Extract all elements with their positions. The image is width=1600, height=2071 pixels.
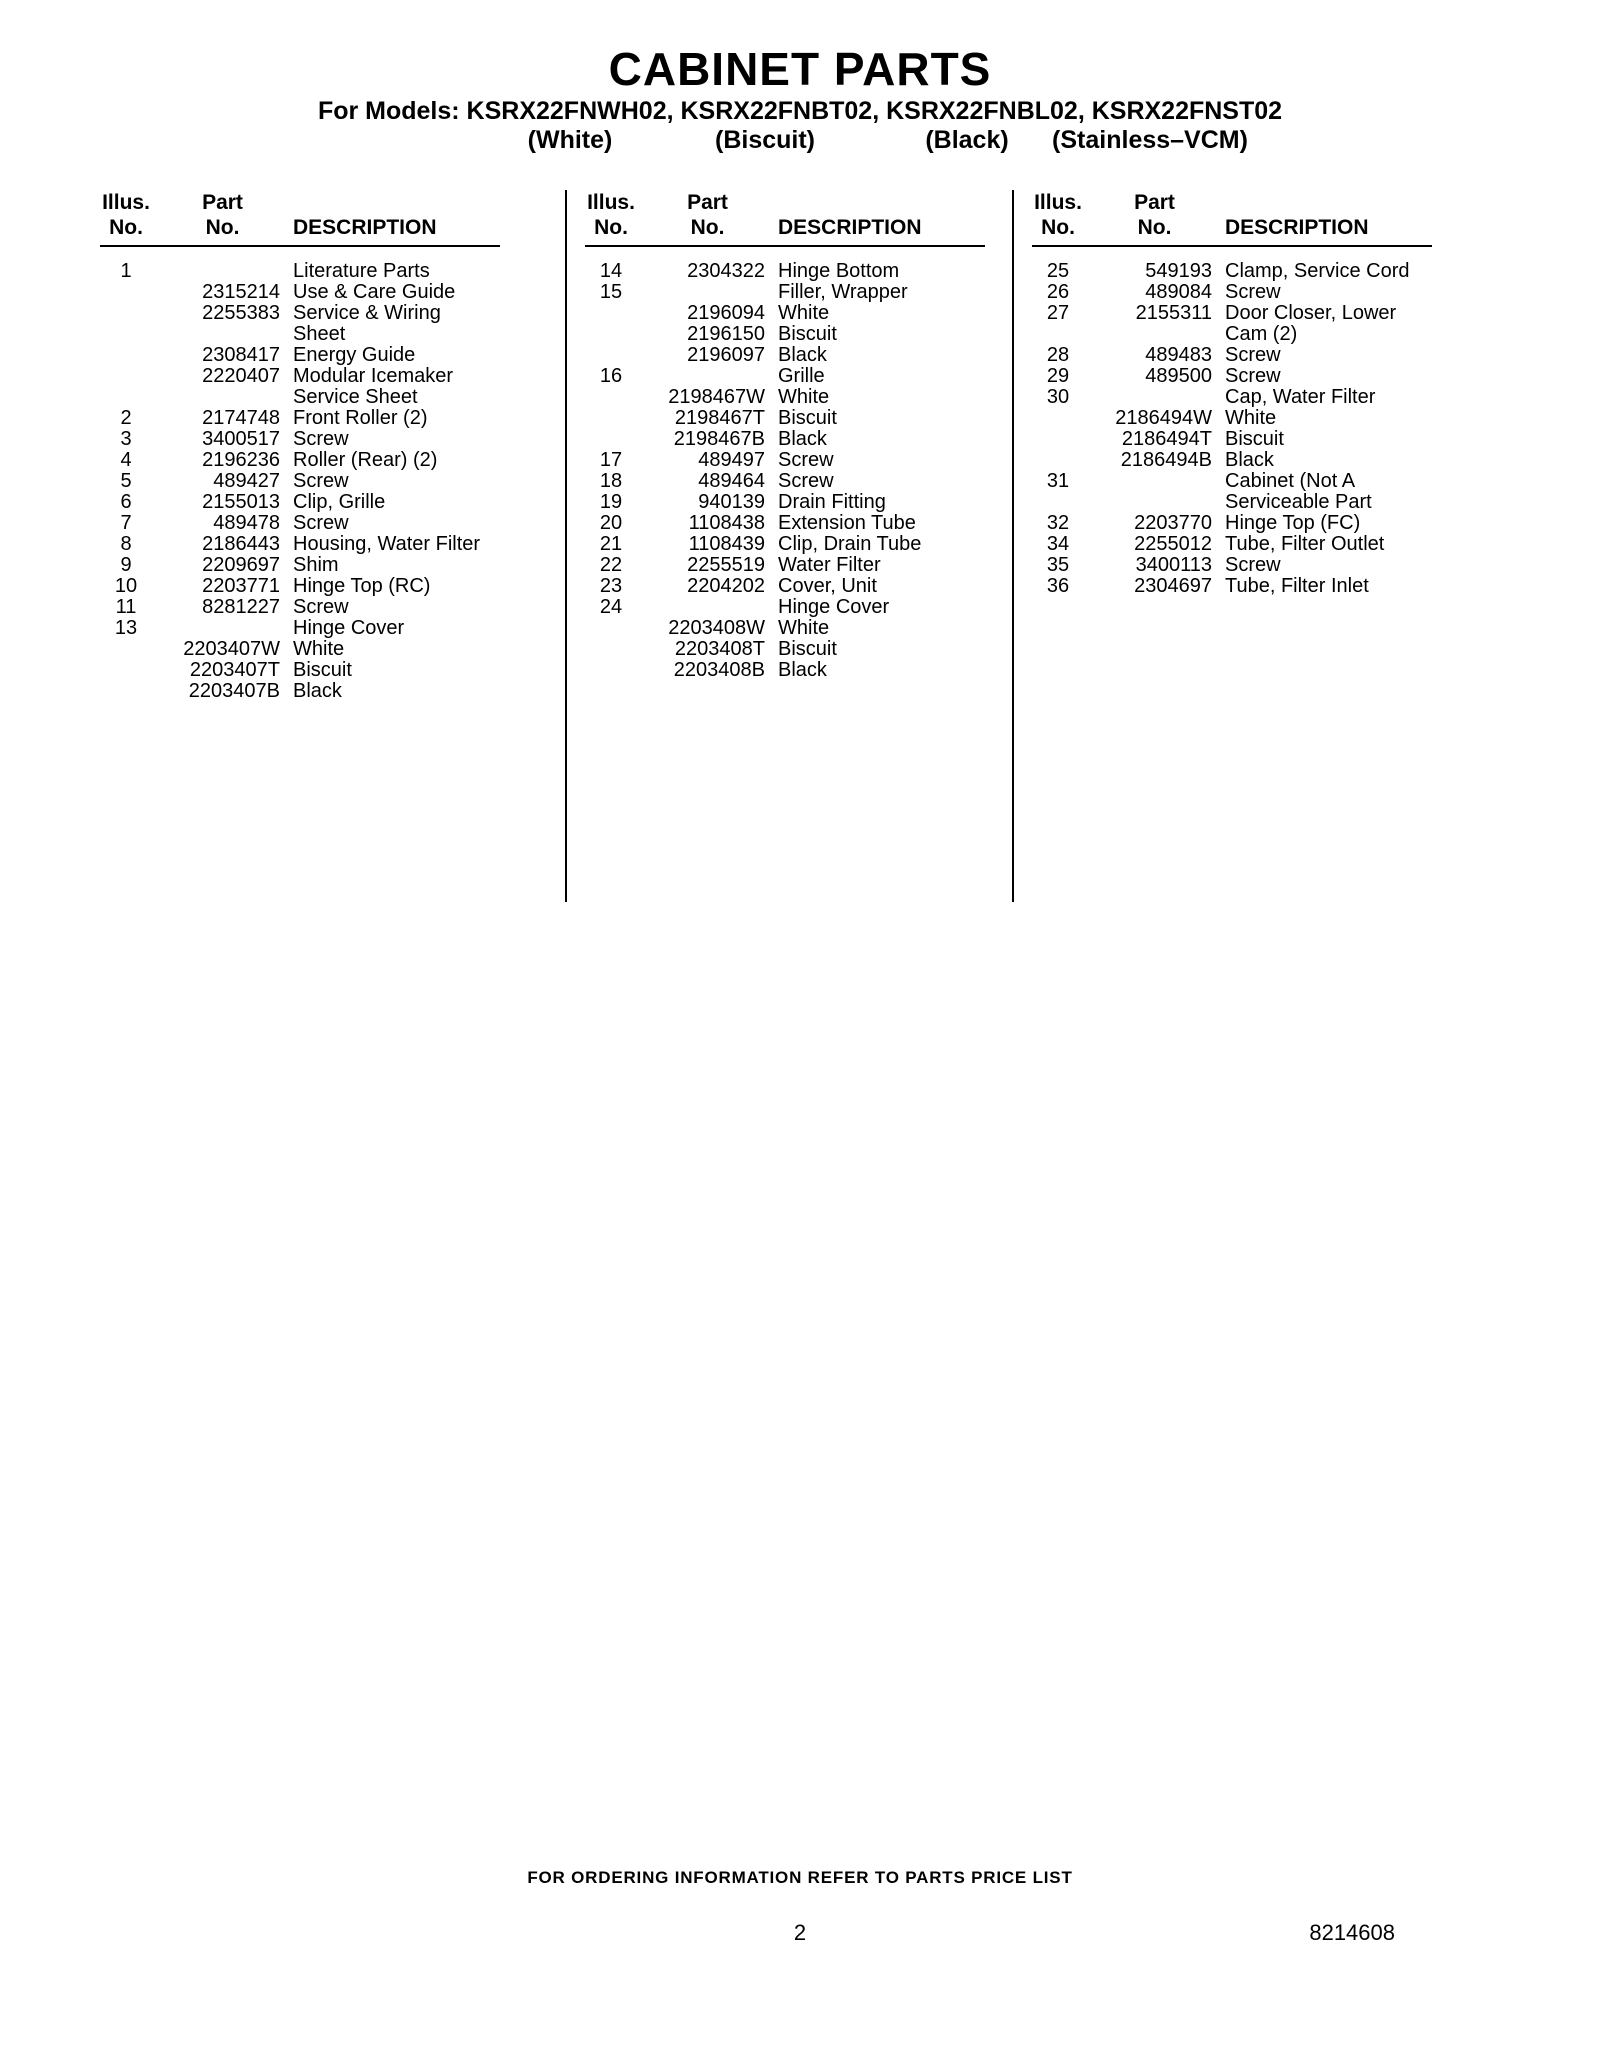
table-row [585, 555, 1012, 576]
illus-no-cell: 21 [599, 533, 623, 555]
table-row [100, 429, 565, 450]
table-row [585, 282, 1012, 303]
color-label-stainless: (Stainless–VCM) [1052, 126, 1248, 154]
illus-no-header: Illus. No. [1034, 191, 1082, 239]
part-no-cell: 2196236 [202, 449, 280, 471]
part-no-cell [650, 597, 765, 618]
color-label-black: (Black) [925, 126, 1009, 154]
table-row [585, 597, 1012, 618]
part-no-cell: 2204202 [687, 575, 765, 597]
description-cell: Water Filter [778, 554, 881, 576]
part-no-cell: 2203770 [1134, 512, 1212, 534]
description-cell: Clamp, Service Cord [1225, 260, 1410, 282]
illus-no-cell: 7 [120, 512, 132, 534]
description-cell: Biscuit [778, 323, 837, 345]
table-row [585, 366, 1012, 387]
color-label-biscuit: (Biscuit) [715, 126, 815, 154]
illus-no-cell: 34 [1046, 533, 1070, 555]
table-row [1032, 471, 1452, 513]
part-no-cell: 2255012 [1134, 533, 1212, 555]
models-line: For Models: KSRX22FNWH02, KSRX22FNBT02, KSRX22FNBL02, KSRX22FNST02 [317, 97, 1283, 125]
column-body [1032, 261, 1452, 597]
description-cell: Biscuit [1225, 428, 1284, 450]
part-no-cell [165, 618, 280, 639]
column-body [100, 261, 565, 702]
illus-no-cell [1032, 408, 1084, 429]
part-no-header: Part No. [687, 191, 728, 239]
description-cell: Black [778, 344, 827, 366]
description-cell: Black [293, 680, 342, 702]
description-header: DESCRIPTION [1225, 216, 1369, 239]
table-row [100, 492, 565, 513]
part-no-cell: 2203771 [202, 575, 280, 597]
illus-no-cell [585, 639, 637, 660]
table-row [585, 492, 1012, 513]
table-row [585, 513, 1012, 534]
part-no-cell: 2220407 [202, 365, 280, 387]
part-no-cell: 2304697 [1134, 575, 1212, 597]
part-no-cell: 2196094 [687, 302, 765, 324]
illus-no-header: Illus. No. [102, 191, 150, 239]
description-cell: Biscuit [778, 407, 837, 429]
table-row [585, 429, 1012, 450]
illus-no-cell: 31 [1046, 470, 1070, 492]
part-no-cell: 2203408T [674, 638, 765, 660]
part-no-cell: 8281227 [202, 596, 280, 618]
footer-note: FOR ORDERING INFORMATION REFER TO PARTS PRICE LIST [527, 1868, 1073, 1887]
description-cell: Door Closer, Lower Cam (2) [1225, 302, 1397, 345]
description-cell: Screw [778, 449, 834, 471]
part-no-cell: 489497 [698, 449, 765, 471]
description-cell: Hinge Cover [778, 596, 890, 618]
table-row [585, 387, 1012, 408]
table-row [1032, 576, 1452, 597]
description-cell: Screw [293, 596, 349, 618]
part-no-cell: 2196150 [687, 323, 765, 345]
description-cell: Cover, Unit [778, 575, 877, 597]
part-no-cell: 2203407B [188, 680, 280, 702]
part-no-cell: 2308417 [202, 344, 280, 366]
illus-no-cell [1032, 450, 1084, 471]
table-row [1032, 261, 1452, 282]
color-label-white: (White) [527, 126, 613, 154]
illus-no-cell [100, 660, 152, 681]
illus-no-cell: 11 [115, 596, 137, 618]
illus-no-cell: 14 [599, 260, 623, 282]
illus-no-cell: 25 [1046, 260, 1070, 282]
table-row [585, 576, 1012, 597]
part-no-cell: 489464 [698, 470, 765, 492]
description-cell: White [778, 386, 830, 408]
part-no-cell: 2155311 [1135, 302, 1212, 324]
illus-no-cell: 9 [120, 554, 132, 576]
description-cell: Energy Guide [293, 344, 416, 366]
description-cell: Screw [1225, 281, 1281, 303]
part-no-cell [165, 261, 280, 282]
table-row [585, 450, 1012, 471]
part-no-cell: 2198467B [673, 428, 765, 450]
table-row [585, 345, 1012, 366]
description-cell: White [293, 638, 345, 660]
illus-no-cell [585, 324, 637, 345]
table-row [100, 471, 565, 492]
table-row [100, 513, 565, 534]
part-no-cell: 2186494B [1120, 449, 1212, 471]
table-row [1032, 282, 1452, 303]
description-cell: Clip, Drain Tube [778, 533, 922, 555]
illus-no-cell: 5 [120, 470, 132, 492]
table-row [1032, 513, 1452, 534]
description-cell: Black [778, 659, 827, 681]
description-cell: Hinge Cover [293, 617, 405, 639]
part-no-cell: 3400517 [202, 428, 280, 450]
table-row [1032, 450, 1452, 471]
illus-no-cell [585, 345, 637, 366]
description-cell: Clip, Grille [293, 491, 386, 513]
description-cell: Use & Care Guide [293, 281, 456, 303]
part-no-cell: 940139 [698, 491, 765, 513]
illus-no-cell: 30 [1046, 386, 1070, 408]
description-cell: Cabinet (Not A Serviceable Part [1225, 470, 1372, 513]
table-row [1032, 303, 1452, 345]
illus-no-cell [585, 429, 637, 450]
description-cell: Filler, Wrapper [778, 281, 908, 303]
part-no-cell: 2198467W [668, 386, 765, 408]
part-no-cell: 2186494T [1121, 428, 1212, 450]
page-title: CABINET PARTS [608, 43, 992, 95]
illus-no-cell [100, 681, 152, 702]
table-row [1032, 408, 1452, 429]
illus-no-cell: 22 [599, 554, 623, 576]
description-cell: Housing, Water Filter [293, 533, 481, 555]
part-no-cell: 3400113 [1135, 554, 1212, 576]
parts-column-3 [1012, 190, 1452, 902]
part-no-header: Part No. [202, 191, 243, 239]
part-no-cell: 2186443 [202, 533, 280, 555]
page-number: 2 [793, 1920, 807, 1945]
table-row [585, 261, 1012, 282]
part-no-cell: 2315214 [202, 281, 280, 303]
part-no-cell: 489483 [1145, 344, 1212, 366]
part-no-cell [1097, 387, 1212, 408]
part-no-cell: 489084 [1145, 281, 1212, 303]
part-no-cell: 1108439 [688, 533, 765, 555]
description-header: DESCRIPTION [778, 216, 922, 239]
illus-no-cell [1032, 429, 1084, 450]
illus-no-cell: 3 [120, 428, 132, 450]
part-no-cell: 2203408B [673, 659, 765, 681]
part-no-cell: 2203407W [183, 638, 280, 660]
description-cell: Screw [293, 470, 349, 492]
part-no-cell: 2186494W [1115, 407, 1212, 429]
description-cell: Biscuit [778, 638, 837, 660]
table-row [585, 534, 1012, 555]
illus-no-cell: 1 [120, 260, 132, 282]
table-row [585, 618, 1012, 639]
table-row [100, 681, 565, 702]
part-no-cell: 2255383 [202, 302, 280, 324]
part-no-cell [650, 282, 765, 303]
description-cell: Drain Fitting [778, 491, 886, 513]
description-cell: Biscuit [293, 659, 352, 681]
illus-no-cell: 32 [1046, 512, 1070, 534]
description-cell: Hinge Top (RC) [293, 575, 431, 597]
table-row [1032, 366, 1452, 387]
description-cell: White [1225, 407, 1277, 429]
parts-table [100, 190, 1452, 902]
description-cell: Service & Wiring Sheet [293, 302, 441, 345]
table-row [100, 555, 565, 576]
parts-column-1 [100, 190, 565, 902]
illus-no-cell: 6 [120, 491, 132, 513]
description-cell: Screw [293, 428, 349, 450]
table-row [585, 408, 1012, 429]
description-cell: Modular Icemaker Service Sheet [293, 365, 454, 408]
part-no-cell: 2304322 [687, 260, 765, 282]
illus-no-cell: 20 [599, 512, 623, 534]
description-cell: Hinge Bottom [778, 260, 900, 282]
part-no-cell [1097, 471, 1212, 513]
description-header: DESCRIPTION [293, 216, 437, 239]
table-row [1032, 555, 1452, 576]
description-cell: Screw [1225, 344, 1281, 366]
table-row [100, 639, 565, 660]
table-row [100, 660, 565, 681]
illus-no-cell [100, 345, 152, 366]
illus-no-cell [100, 366, 152, 408]
illus-no-cell: 13 [114, 617, 138, 639]
part-no-cell [650, 366, 765, 387]
illus-no-cell: 29 [1046, 365, 1070, 387]
part-no-cell: 2174748 [202, 407, 280, 429]
illus-no-header: Illus. No. [587, 191, 635, 239]
table-row [585, 639, 1012, 660]
illus-no-cell: 18 [599, 470, 623, 492]
part-no-cell: 549193 [1145, 260, 1212, 282]
illus-no-cell [585, 660, 637, 681]
table-row [100, 366, 565, 408]
illus-no-cell: 24 [599, 596, 623, 618]
table-row [100, 408, 565, 429]
illus-no-cell: 19 [599, 491, 623, 513]
illus-no-cell: 36 [1046, 575, 1070, 597]
part-no-cell: 2203407T [189, 659, 280, 681]
illus-no-cell [585, 303, 637, 324]
illus-no-cell: 17 [599, 449, 623, 471]
table-row [585, 303, 1012, 324]
description-cell: Extension Tube [778, 512, 916, 534]
illus-no-cell: 4 [120, 449, 132, 471]
illus-no-cell [100, 282, 152, 303]
part-no-cell: 489478 [213, 512, 280, 534]
description-cell: Tube, Filter Outlet [1225, 533, 1385, 555]
part-no-cell: 2198467T [674, 407, 765, 429]
illus-no-cell [100, 303, 152, 345]
part-no-cell: 2255519 [687, 554, 765, 576]
description-cell: Hinge Top (FC) [1225, 512, 1361, 534]
illus-no-cell [100, 639, 152, 660]
parts-column-2 [565, 190, 1012, 902]
part-no-cell: 489427 [213, 470, 280, 492]
table-row [100, 534, 565, 555]
description-cell: Front Roller (2) [293, 407, 428, 429]
description-cell: Screw [1225, 554, 1281, 576]
doc-number: 8214608 [1309, 1920, 1395, 1945]
illus-no-cell: 2 [120, 407, 132, 429]
table-row [1032, 429, 1452, 450]
table-row [100, 303, 565, 345]
illus-no-cell [585, 387, 637, 408]
table-row [1032, 534, 1452, 555]
part-no-cell: 2155013 [202, 491, 280, 513]
part-no-header: Part No. [1134, 191, 1175, 239]
description-cell: Grille [778, 365, 825, 387]
table-row [100, 261, 565, 282]
table-row [585, 660, 1012, 681]
illus-no-cell: 10 [114, 575, 138, 597]
illus-no-cell: 23 [599, 575, 623, 597]
colors-line [0, 126, 1600, 156]
part-no-cell: 2203408W [668, 617, 765, 639]
column-body [585, 261, 1012, 681]
table-row [100, 618, 565, 639]
table-row [585, 471, 1012, 492]
column-header [585, 190, 985, 247]
description-cell: Screw [1225, 365, 1281, 387]
description-cell: Tube, Filter Inlet [1225, 575, 1369, 597]
description-cell: Literature Parts [293, 260, 430, 282]
column-header [100, 190, 500, 247]
illus-no-cell: 28 [1046, 344, 1070, 366]
illus-no-cell [585, 408, 637, 429]
table-row [1032, 345, 1452, 366]
description-cell: Black [778, 428, 827, 450]
illus-no-cell [585, 618, 637, 639]
description-cell: White [778, 302, 830, 324]
table-row [100, 450, 565, 471]
illus-no-cell: 16 [599, 365, 623, 387]
table-row [100, 345, 565, 366]
part-no-cell: 1108438 [688, 512, 765, 534]
description-cell: Screw [293, 512, 349, 534]
description-cell: Black [1225, 449, 1274, 471]
table-row [585, 324, 1012, 345]
table-row [100, 282, 565, 303]
column-header [1032, 190, 1432, 247]
illus-no-cell: 15 [599, 281, 623, 303]
illus-no-cell: 35 [1046, 554, 1070, 576]
table-row [100, 576, 565, 597]
description-cell: Screw [778, 470, 834, 492]
description-cell: Roller (Rear) (2) [293, 449, 438, 471]
illus-no-cell: 27 [1046, 302, 1070, 324]
part-no-cell: 2209697 [202, 554, 280, 576]
description-cell: White [778, 617, 830, 639]
illus-no-cell: 8 [120, 533, 132, 555]
illus-no-cell: 26 [1046, 281, 1070, 303]
description-cell: Shim [293, 554, 339, 576]
part-no-cell: 2196097 [687, 344, 765, 366]
part-no-cell: 489500 [1145, 365, 1212, 387]
table-row [100, 597, 565, 618]
description-cell: Cap, Water Filter [1225, 386, 1376, 408]
table-row [1032, 387, 1452, 408]
